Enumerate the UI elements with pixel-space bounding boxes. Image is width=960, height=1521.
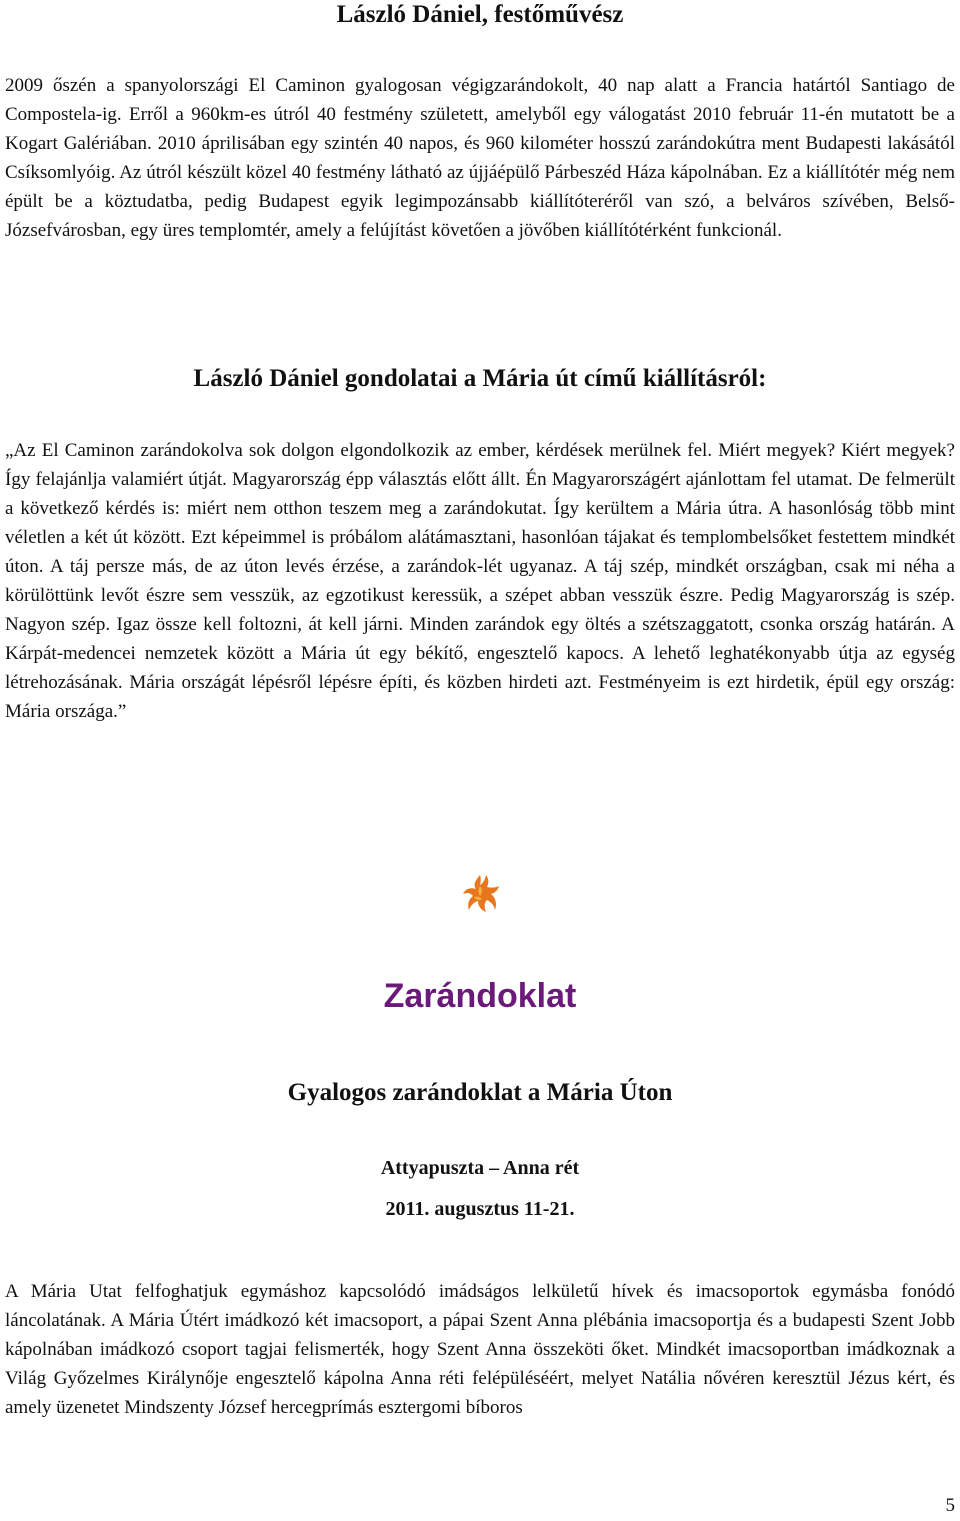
pilgrimage-brand-title: Zarándoklat [383,977,577,1015]
pilgrimage-subtitle: Gyalogos zarándoklat a Mária Úton [287,1079,673,1106]
thoughts-heading: László Dániel gondolatai a Mária út című kiállításról: [193,365,767,392]
pilgrimage-date: 2011. augusztus 11-21. [385,1198,575,1220]
page-number: 5 [945,1495,955,1516]
maria-ut-paragraph: A Mária Utat felfoghatjuk egymáshoz kapcsolódó imádságos lelkületű hívek és imacsoportok egymásba fonódó láncolatának. A Mária Útért imádkozó két imacsoport, a pápai Szent Anna plébánia imacsoportja és a budapesti Szent Jobb kápolnában imádkozó csoport tagjai felismerték, hogy Szent Anna összeköti őket. Mindkét imacsoportban imádkoznak a Világ Győzelmes Királynője engesztelő kápolna Anna réti felépüléséért, melyet Natália nővéren keresztül Jézus kért, és amely üzenetet Mindszenty József hercegprímás esztergomi bíboros [5,1281,955,1418]
flame-cross-logo-icon [458,872,502,916]
pilgrimage-route: Attyapuszta – Anna rét [380,1157,580,1179]
article-title: László Dániel, festőművész [336,1,624,28]
intro-paragraph: 2009 őszén a spanyolországi El Caminon gyalogosan végigzarándokolt, 40 nap alatt a Francia határtól Santiago de Compostela-ig. Erről a 960km-es útról 40 festmény született, amelyből egy válogatást 2010 február 11-én mutatott be a Kogart Galériában. 2010 áprilisában egy szintén 40 napos, és 960 kilométer hosszú zarándokútra ment Budapesti lakásától Csíksomlyóig. Az útról készült közel 40 festmény látható az újjáépülő Párbeszéd Háza kápolnában. Ez a kiállítótér még nem épült be a köztudatba, pedig Budapest egyik legimpozánsabb kiállítóteréről van szó, a belváros szívében, Belső-Józsefvárosban, egy üres templomtér, amely a felújítást követően a jövőben kiállítótérként funkcionál. [5,75,955,241]
quote-paragraph: „Az El Caminon zarándokolva sok dolgon elgondolkozik az ember, kérdések merülnek fel. Miért megyek? Kiért megyek? Így felajánlja valamiért útját. Magyarország épp választás előtt állt. Én Magyarországért ajánlottam fel utamat. De felmerült a következő kérdés is: miért nem otthon teszem meg a zarándokutat. Így kerültem a Mária útra. A hasonlóság több mint véletlen a két út között. Ezt képeimmel is próbálom alátámasztani, hasonlóan tájakat és templombelsőket festettem mindkét úton. A táj persze más, de az úton levés érzése, a zarándok-lét ugyanaz. A táj szép, mindkét országban, csak mi néha a körülöttünk levőt észre sem vesszük, az egzotikust keressük, a szépet abban vesszük észre. Pedig Magyarország is szép. Nagyon szép. Igaz össze kell foltozni, át kell járni. Minden zarándok egy öltés a szétszaggatott, csonka ország határán. A Kárpát-medencei nemzetek között a Mária út egy békítő, engesztelő kapocs. A lehető leghatékonyabb útja az egység létrehozásának. Mária országát lépésről lépésre építi, és közben hirdeti azt. Festményeim is ezt hirdetik, épül egy ország: Mária országa.” [5,440,955,722]
